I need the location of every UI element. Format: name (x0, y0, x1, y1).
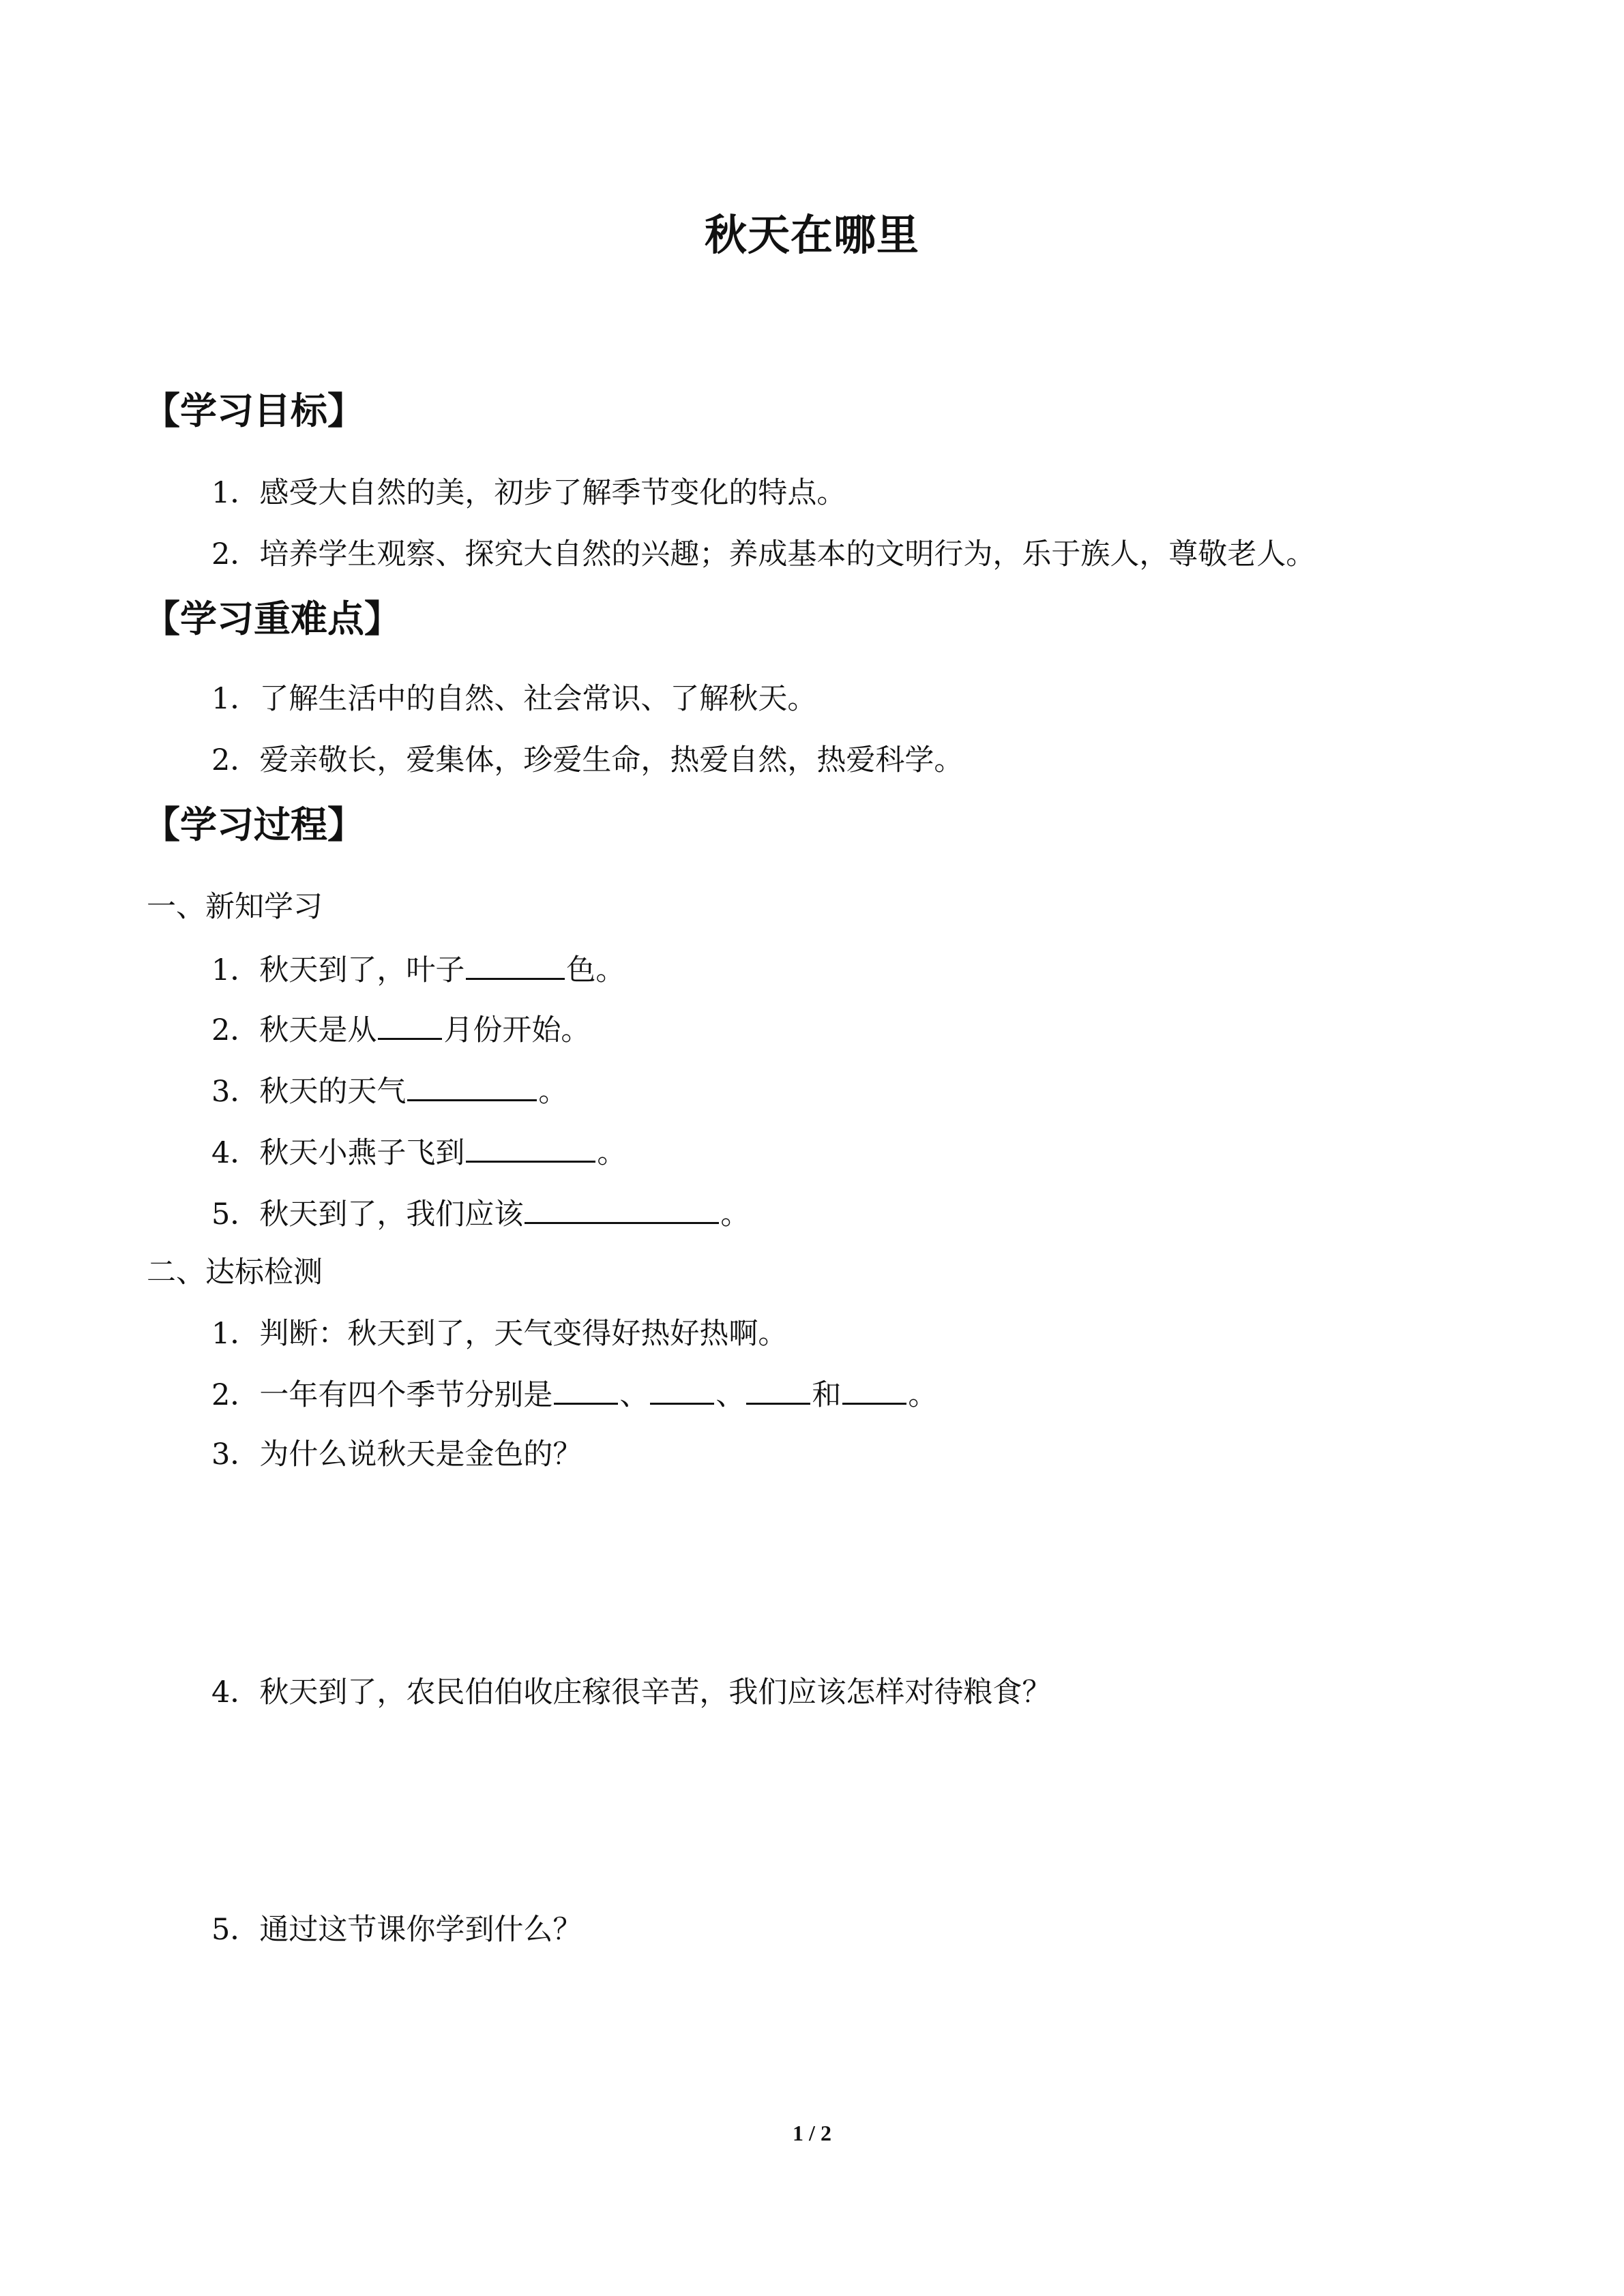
answer-blank[interactable] (407, 1069, 537, 1101)
subsection-heading-new-knowledge: 一、新知学习 (147, 890, 323, 924)
assessment-question-1: 1．判断：秋天到了，天气变得好热好热啊。 (211, 1317, 788, 1351)
key-point-item-1: 1．了解生活中的自然、社会常识、了解秋天。 (211, 682, 817, 716)
goal-item-1: 1．感受大自然的美，初步了解季节变化的特点。 (211, 476, 846, 510)
question-text: 。 (538, 1075, 568, 1109)
question-text: 1．秋天到了，叶子 (211, 953, 465, 987)
assessment-question-2 (211, 1373, 937, 1416)
fill-question-3 (211, 1069, 567, 1112)
answer-blank[interactable] (466, 1131, 595, 1163)
question-text: 3．秋天的天气 (211, 1075, 407, 1109)
fill-question-1 (211, 948, 625, 991)
question-text: 2．秋天是从 (211, 1013, 377, 1047)
separator: 、 (715, 1378, 745, 1412)
page-number: 1 / 2 (793, 2121, 831, 2145)
question-text: 月份开始。 (443, 1013, 591, 1047)
question-text: 。 (597, 1136, 627, 1170)
fill-question-4 (211, 1131, 626, 1174)
fill-question-5 (211, 1192, 750, 1235)
section-heading-goals: 【学习目标】 (143, 389, 364, 432)
answer-blank[interactable] (554, 1373, 618, 1405)
key-point-item-2: 2．爱亲敬长，爱集体，珍爱生命，热爱自然，热爱科学。 (211, 743, 964, 777)
separator: 、 (619, 1378, 649, 1412)
answer-blank[interactable] (525, 1192, 719, 1224)
question-text: 2．一年有四个季节分别是 (211, 1378, 553, 1412)
answer-blank[interactable] (842, 1373, 906, 1405)
question-text: 4．秋天小燕子飞到 (211, 1136, 465, 1170)
question-text: 。 (908, 1378, 938, 1412)
page-title: 秋天在哪里 (704, 210, 919, 260)
question-text: 色。 (566, 953, 625, 987)
section-heading-key-points: 【学习重难点】 (143, 597, 401, 640)
question-text: 5．秋天到了，我们应该 (211, 1197, 524, 1232)
answer-blank[interactable] (378, 1008, 442, 1040)
goal-item-2: 2．培养学生观察、探究大自然的兴趣；养成基本的文明行为，乐于族人，尊敬老人。 (211, 537, 1316, 571)
assessment-question-5: 5．通过这节课你学到什么？ (211, 1913, 582, 1947)
question-text: 。 (720, 1197, 750, 1232)
assessment-question-3: 3．为什么说秋天是金色的？ (211, 1437, 582, 1472)
answer-blank[interactable] (650, 1373, 714, 1405)
subsection-heading-assessment: 二、达标检测 (147, 1255, 323, 1289)
section-heading-process: 【学习过程】 (143, 803, 364, 846)
separator: 和 (812, 1378, 842, 1412)
answer-blank[interactable] (746, 1373, 810, 1405)
fill-question-2 (211, 1008, 590, 1051)
answer-blank[interactable] (466, 948, 565, 980)
assessment-question-4: 4．秋天到了，农民伯伯收庄稼很辛苦，我们应该怎样对待粮食？ (211, 1675, 1052, 1710)
